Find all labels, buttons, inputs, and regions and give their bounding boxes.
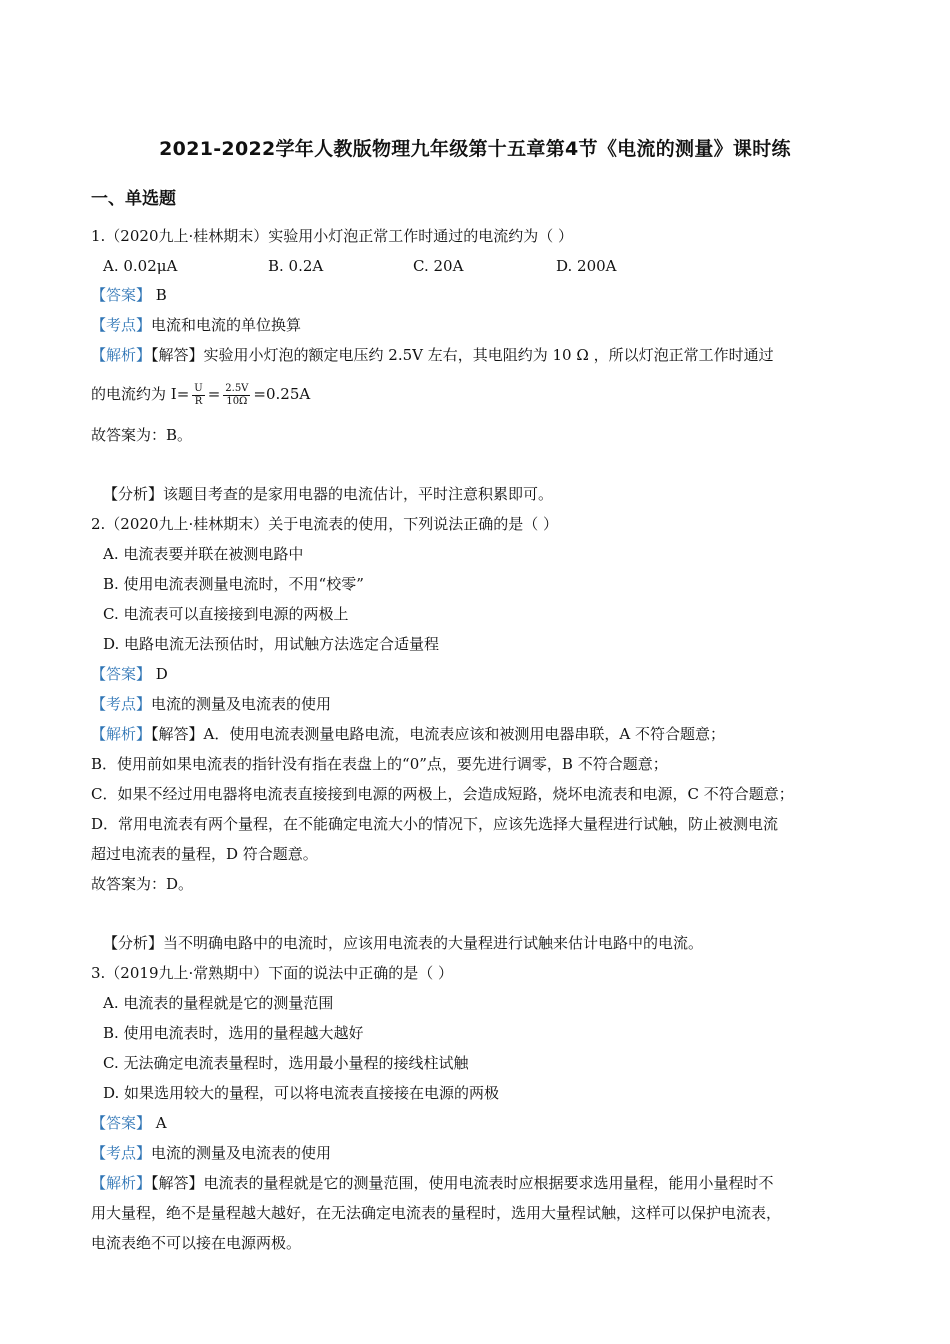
q3-answer: [91, 1112, 167, 1134]
q2-analysis-d: D．常用电流表有两个量程，在不能确定电流大小的情况下，应该先选择大量程进行试触，防止被测电流: [91, 815, 779, 833]
q1-point: [91, 314, 301, 336]
q2-analysis-text-1: 【解答】A．使用电流表测量电路电流，电流表应该和被测用电器串联，A 不符合题意；: [151, 725, 725, 743]
frac-numerator: U: [194, 382, 203, 394]
q1-answer-value: B: [151, 286, 167, 304]
equals-sign: =: [207, 385, 221, 403]
q1-analysis-text-1: 【解答】实验用小灯泡的额定电压约 2.5V 左右，其电阻约为 10 Ω ，所以灯泡正常工作时通过: [151, 346, 774, 364]
q1-summary: [103, 483, 553, 505]
q2-summary: [103, 932, 703, 954]
q1-option-d: D. 200A: [556, 257, 617, 275]
q2-answer-value: D: [151, 665, 168, 683]
q1-analysis-1: [91, 344, 774, 366]
q2-option-a: A. 电流表要并联在被测电路中: [103, 545, 304, 563]
point-label: 【考点】: [91, 316, 152, 334]
q1-summary-text: 该题目考查的是家用电器的电流估计，平时注意积累即可。: [163, 485, 554, 503]
frac-denominator: R: [194, 395, 203, 407]
q2-analysis-c: C．如果不经过用电器将电流表直接接到电源的两极上，会造成短路，烧坏电流表和电源，C 不符合题意；: [91, 785, 794, 803]
answer-label: 【答案】: [91, 286, 152, 304]
q2-answer: [91, 663, 168, 685]
q1-option-c: C. 20A: [413, 257, 464, 275]
analysis-label: 【解析】: [91, 1174, 152, 1192]
answer-label: 【答案】: [91, 665, 152, 683]
q3-point-text: 电流的测量及电流表的使用: [151, 1144, 332, 1162]
answer-label: 【答案】: [91, 1114, 152, 1132]
analysis-label: 【解析】: [91, 725, 152, 743]
q3-option-c: C. 无法确定电流表量程时，选用最小量程的接线柱试触: [103, 1054, 469, 1072]
q2-conclusion: 故答案为：D。: [91, 875, 194, 893]
formula-fraction-values: [223, 383, 250, 408]
page-title: 2021-2022学年人教版物理九年级第十五章第4节《电流的测量》课时练: [159, 138, 791, 160]
q1-options: [0, 255, 950, 277]
q3-analysis-2: 用大量程，绝不是量程越大越好，在无法确定电流表的量程时，选用大量程试触，这样可以保护电流表，: [91, 1204, 782, 1222]
q2-analysis-b: B．使用前如果电流表的指针没有指在表盘上的“0”点，要先进行调零，B 不符合题意；: [91, 755, 668, 773]
q3-option-d: D. 如果选用较大的量程，可以将电流表直接接在电源的两极: [103, 1084, 500, 1102]
analysis-tail-label: 【分析】: [103, 485, 164, 503]
q3-stem: 3.（2019九上·常熟期中）下面的说法中正确的是（ ）: [91, 964, 454, 982]
q1-option-a: A. 0.02μA: [103, 257, 178, 275]
q2-analysis-d-cont: 超过电流表的量程，D 符合题意。: [91, 845, 318, 863]
analysis-tail-label: 【分析】: [103, 934, 164, 952]
analysis-label: 【解析】: [91, 346, 152, 364]
q2-option-b: B. 使用电流表测量电流时，不用“校零”: [103, 575, 364, 593]
q1-analysis-2: [91, 380, 310, 408]
q2-point-text: 电流的测量及电流表的使用: [151, 695, 332, 713]
q3-answer-value: A: [151, 1114, 167, 1132]
q2-option-c: C. 电流表可以直接接到电源的两极上: [103, 605, 349, 623]
q2-point: [91, 693, 331, 715]
frac-numerator: 2.5V: [225, 382, 249, 394]
q3-point: [91, 1142, 331, 1164]
point-label: 【考点】: [91, 695, 152, 713]
frac-denominator: 10Ω: [226, 395, 248, 407]
formula-fraction-ur: [192, 383, 204, 408]
q2-option-d: D. 电路电流无法预估时，用试触方法选定合适量程: [103, 635, 440, 653]
q2-summary-text: 当不明确电路中的电流时，应该用电流表的大量程进行试触来估计电路中的电流。: [163, 934, 704, 952]
q3-analysis-text-1: 【解答】电流表的量程就是它的测量范围，使用电流表时应根据要求选用量程，能用小量程时不: [151, 1174, 774, 1192]
q3-analysis-3: 电流表绝不可以接在电源两极。: [91, 1234, 302, 1252]
q1-analysis-text-2: 的电流约为 I=: [91, 385, 190, 403]
section-heading: 一、单选题: [91, 189, 176, 209]
q1-conclusion: 故答案为：B。: [91, 426, 193, 444]
q2-analysis-1: [91, 723, 725, 745]
q1-result: =0.25A: [253, 385, 311, 403]
q3-analysis-1: [91, 1172, 774, 1194]
q1-answer: [91, 284, 167, 306]
q3-option-a: A. 电流表的量程就是它的测量范围: [103, 994, 334, 1012]
q3-option-b: B. 使用电流表时，选用的量程越大越好: [103, 1024, 364, 1042]
q1-stem: 1.（2020九上·桂林期末）实验用小灯泡正常工作时通过的电流约为（ ）: [91, 227, 574, 245]
q2-stem: 2.（2020九上·桂林期末）关于电流表的使用，下列说法正确的是（ ）: [91, 515, 559, 533]
q1-point-text: 电流和电流的单位换算: [151, 316, 302, 334]
point-label: 【考点】: [91, 1144, 152, 1162]
q1-option-b: B. 0.2A: [268, 257, 324, 275]
